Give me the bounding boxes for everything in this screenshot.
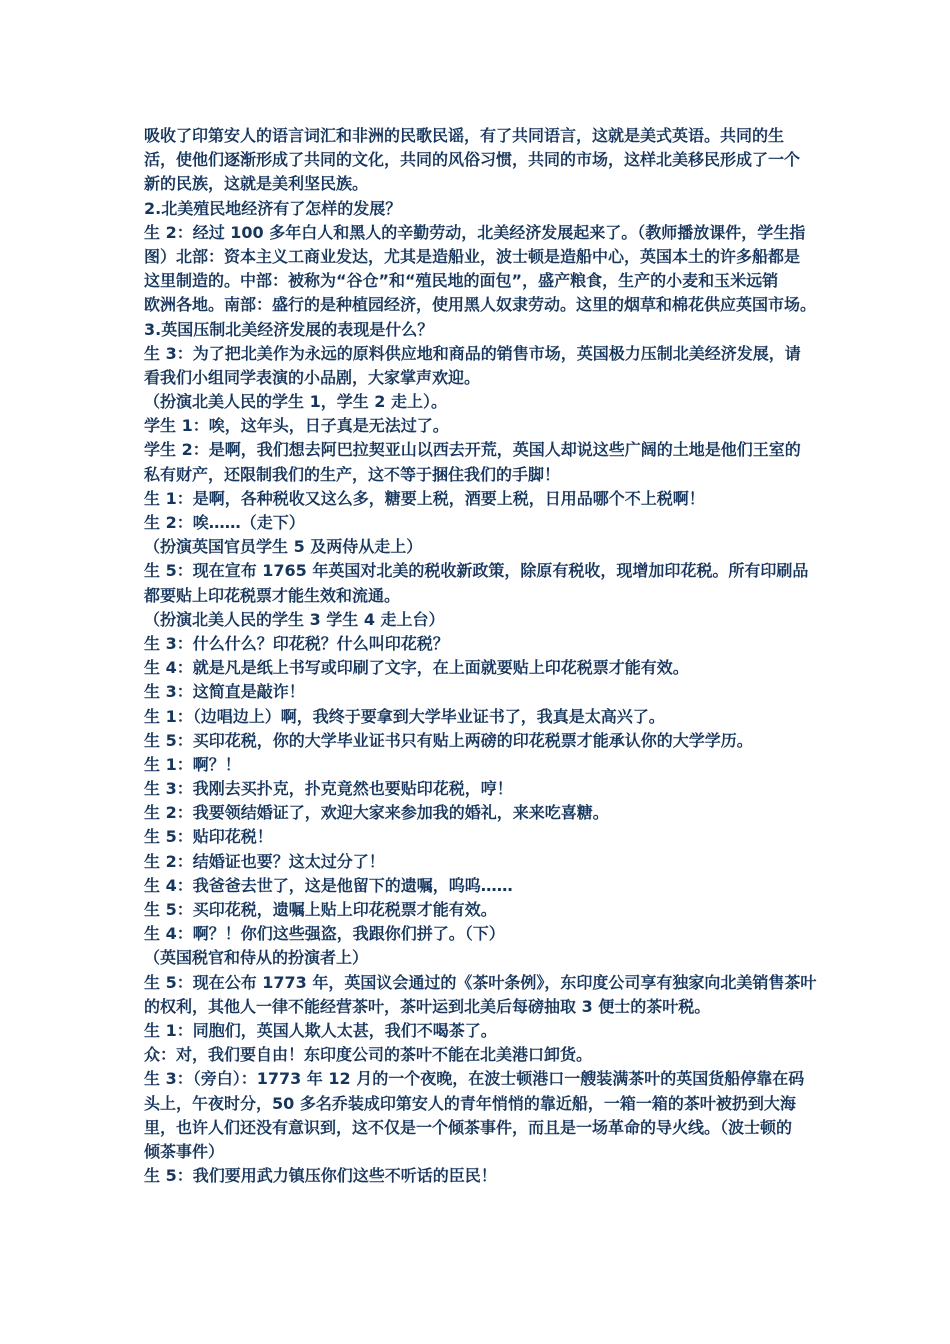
dialogue-line: 都要贴上印花税票才能生效和流通。	[144, 585, 401, 605]
dialogue-line: 生 4：就是凡是纸上书写或印刷了文字，在上面就要贴上印花税票才能有效。	[144, 658, 689, 678]
dialogue-line: 生 3：我刚去买扑克，扑克竟然也要贴印花税，哼！	[144, 779, 513, 799]
dialogue-line: 生 5：现在宣布 1765 年英国对北美的税收新政策，除原有税收，现增加印花税。所有印刷品	[144, 561, 809, 581]
dialogue-line: 生 4：啊？！你们这些强盗，我跟你们拼了。（下）	[144, 924, 505, 944]
dialogue-line: 倾茶事件）	[144, 1141, 225, 1161]
dialogue-line: 生 5：贴印花税！	[144, 827, 273, 847]
section-heading: 2.北美殖民地经济有了怎样的发展？	[144, 198, 402, 218]
document-body	[144, 124, 824, 1188]
dialogue-line: 学生 1：唉，这年头，日子真是无法过了。	[144, 416, 449, 436]
text-line: 新的民族，这就是美利坚民族。	[144, 174, 369, 194]
dialogue-line: 生 5：现在公布 1773 年，英国议会通过的《茶叶条例》，东印度公司享有独家向北美销售茶叶	[144, 972, 817, 992]
dialogue-line: 学生 2：是啊，我们想去阿巴拉契亚山以西去开荒，英国人却说这些广阔的土地是他们王室的	[144, 440, 801, 460]
stage-direction: （英国税官和侍从的扮演者上）	[144, 948, 369, 968]
dialogue-line: 生 2：结婚证也要？这太过分了！	[144, 851, 385, 871]
dialogue-line: 生 3：（旁白）：1773 年 12 月的一个夜晚，在波士顿港口一艘装满茶叶的英国货船停靠在码	[144, 1069, 805, 1089]
dialogue-line: 的权利，其他人一律不能经营茶叶，茶叶运到北美后每磅抽取 3 便士的茶叶税。	[144, 996, 711, 1016]
dialogue-line: 生 3：这简直是敲诈！	[144, 682, 305, 702]
text-line: 生 2：经过 100 多年白人和黑人的辛勤劳动，北美经济发展起来了。（教师播放课件，学生指	[144, 222, 806, 242]
dialogue-line: 头上，午夜时分，50 多名乔装成印第安人的青年悄悄的靠近船，一箱一箱的茶叶被扔到大海	[144, 1093, 796, 1113]
section-heading: 3.英国压制北美经济发展的表现是什么？	[144, 319, 434, 339]
text-line: 活，使他们逐渐形成了共同的文化，共同的风俗习惯，共同的市场，这样北美移民形成了一个	[144, 150, 801, 170]
text-line: 看我们小组同学表演的小品剧，大家掌声欢迎。	[144, 367, 481, 387]
stage-direction: （扮演北美人民的学生 3 学生 4 走上台）	[144, 609, 445, 629]
stage-direction: （扮演英国官员学生 5 及两侍从走上）	[144, 537, 423, 557]
dialogue-line: 里，也许人们还没有意识到，这不仅是一个倾茶事件，而且是一场革命的导火线。（波士顿的	[144, 1117, 793, 1137]
text-line: 吸收了印第安人的语言词汇和非洲的民歌民谣，有了共同语言，这就是美式英语。共同的生	[144, 126, 785, 145]
dialogue-line: 生 1：啊？！	[144, 754, 241, 774]
dialogue-line: 生 1：同胞们，英国人欺人太甚，我们不喝茶了。	[144, 1020, 497, 1040]
dialogue-line: 生 1：（边唱边上）啊，我终于要拿到大学毕业证书了，我真是太高兴了。	[144, 706, 665, 726]
dialogue-line: 生 2：我要领结婚证了，欢迎大家来参加我的婚礼，来来吃喜糖。	[144, 803, 609, 823]
text-line: 欧洲各地。南部：盛行的是种植园经济，使用黑人奴隶劳动。这里的烟草和棉花供应英国市场。	[144, 295, 817, 315]
text-line: 图）北部：资本主义工商业发达，尤其是造船业，波士顿是造船中心，英国本土的许多船都是	[144, 246, 801, 266]
text-line: 生 3：为了把北美作为永远的原料供应地和商品的销售市场，英国极力压制北美经济发展，请	[144, 343, 801, 363]
dialogue-line: 生 5：买印花税，你的大学毕业证书只有贴上两磅的印花税票才能承认你的大学学历。	[144, 730, 753, 750]
dialogue-line: 生 3：什么什么？印花税？什么叫印花税？	[144, 633, 449, 653]
dialogue-line: 私有财产，还限制我们的生产，这不等于捆住我们的手脚！	[144, 464, 561, 484]
dialogue-line: 众：对，我们要自由！东印度公司的茶叶不能在北美港口卸货。	[144, 1045, 593, 1065]
dialogue-line: 生 1：是啊，各种税收又这么多，糖要上税，酒要上税，日用品哪个不上税啊！	[144, 488, 705, 508]
stage-direction: （扮演北美人民的学生 1，学生 2 走上）。	[144, 392, 447, 412]
dialogue-line: 生 4：我爸爸去世了，这是他留下的遗嘱，呜呜……	[144, 875, 513, 895]
dialogue-line: 生 2：唉……（走下）	[144, 513, 305, 532]
dialogue-line: 生 5：我们要用武力镇压你们这些不听话的臣民！	[144, 1166, 497, 1186]
text-line: 这里制造的。中部：被称为“谷仓”和“殖民地的面包”，盛产粮食，生产的小麦和玉米远销	[144, 271, 779, 291]
dialogue-line: 生 5：买印花税，遗嘱上贴上印花税票才能有效。	[144, 900, 497, 919]
